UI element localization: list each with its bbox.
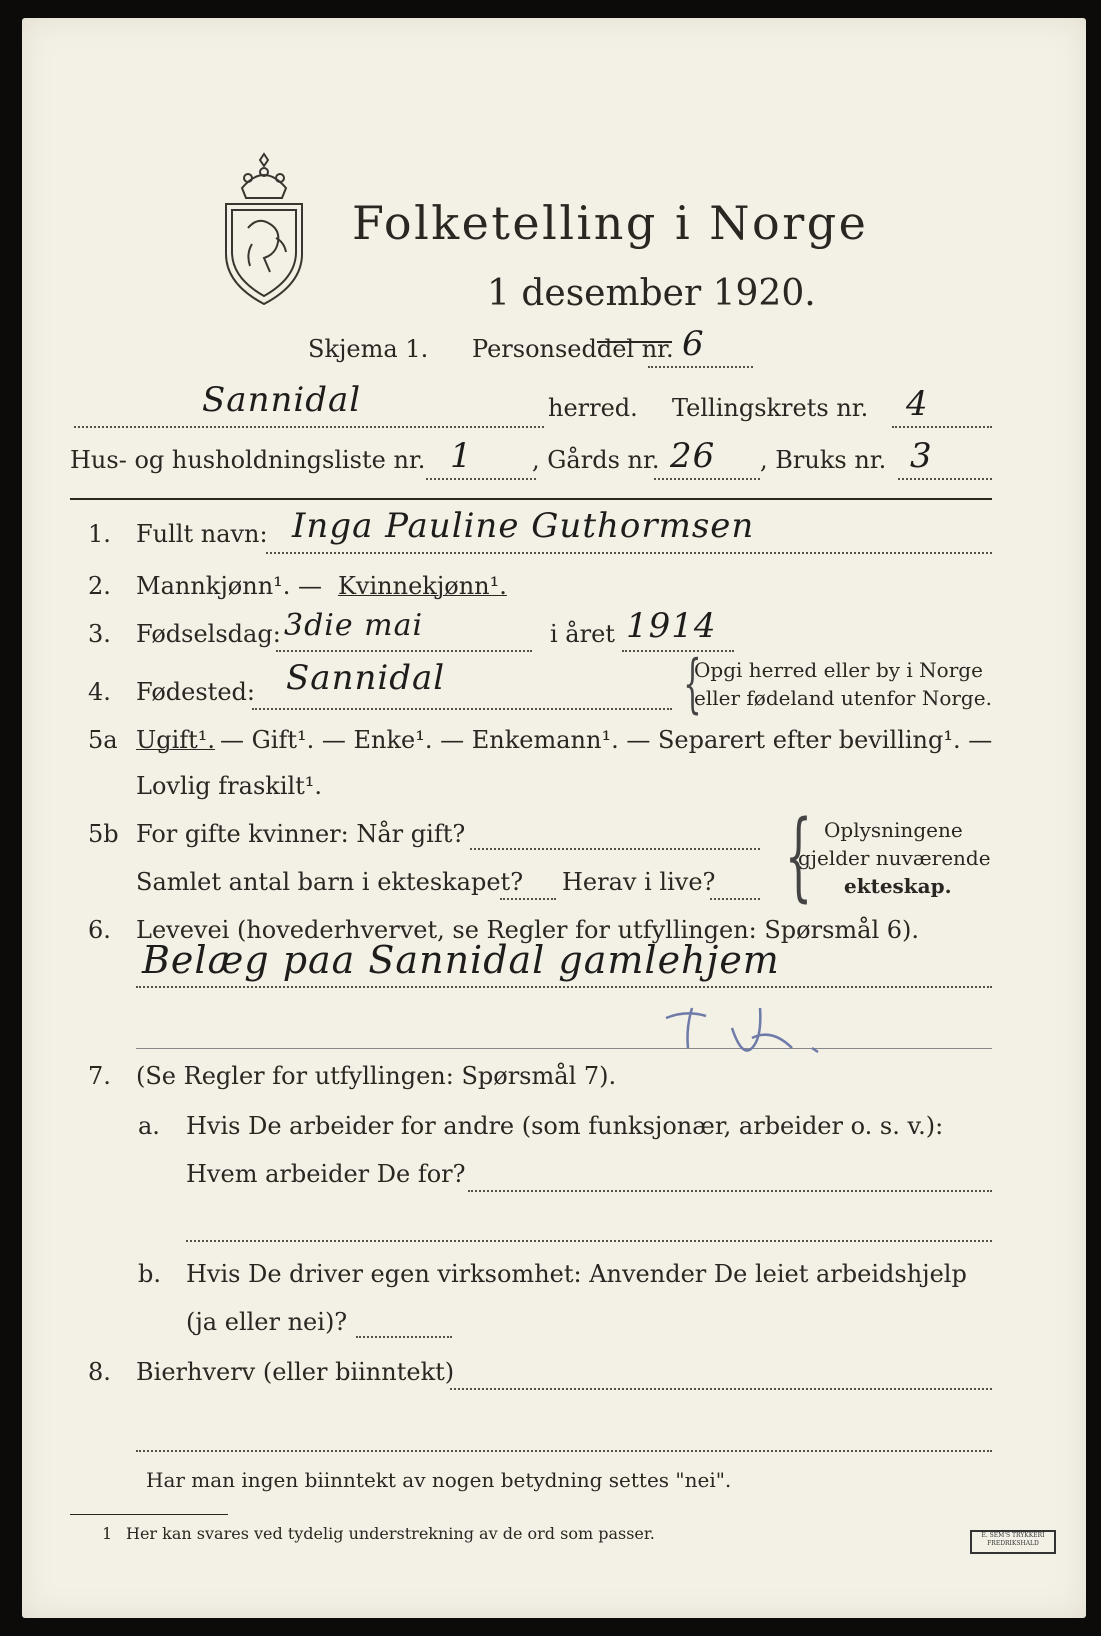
- children-alive-field-line: [710, 898, 760, 900]
- bruks-value: 3: [910, 436, 933, 476]
- personseddel-value: 6: [682, 324, 705, 364]
- form-title: Folketelling i Norge: [352, 196, 869, 250]
- occupation-field-line-2: [136, 1048, 992, 1049]
- q2-number: 2.: [88, 572, 111, 600]
- birth-year-value: 1914: [626, 606, 717, 646]
- q7a-number: a.: [138, 1112, 160, 1140]
- footnote-rule: [70, 1514, 228, 1515]
- q3-number: 3.: [88, 620, 111, 648]
- gards-label: , Gårds nr.: [532, 446, 660, 474]
- herred-label: herred.: [548, 394, 638, 422]
- q6-label: Levevei (hovederhvervet, se Regler for utfyllingen: Spørsmål 6).: [136, 916, 920, 944]
- marriage-note-line1: Oplysningene: [824, 818, 963, 842]
- footnote-text: Her kan svares ved tydelig understrekning av de ord som passer.: [126, 1524, 655, 1543]
- personseddel-field-line: [648, 366, 753, 368]
- q1-field-line: [266, 552, 992, 554]
- q1-number: 1.: [88, 520, 111, 548]
- bruks-field-line: [898, 478, 992, 480]
- q4-label: Fødested:: [136, 678, 255, 706]
- hired-help-field-line: [356, 1336, 452, 1338]
- printer-stamp-line2: FREDRIKSHALD: [987, 1540, 1039, 1547]
- q5a-number: 5a: [88, 726, 118, 754]
- birthplace-note-line1: Opgi herred eller by i Norge: [694, 658, 983, 682]
- q1-label: Fullt navn:: [136, 520, 268, 548]
- side-income-field-line-2: [136, 1450, 992, 1452]
- children-alive-label: Herav i live?: [562, 868, 716, 896]
- norway-coat-of-arms-icon: [218, 148, 310, 308]
- q8-number: 8.: [88, 1358, 111, 1386]
- census-date: 1 desember 1920.: [487, 273, 816, 314]
- birthday-value: 3die mai: [284, 608, 424, 643]
- children-total-field-line: [500, 898, 556, 900]
- tellingskrets-label: Tellingskrets nr.: [672, 394, 869, 422]
- gards-value: 26: [670, 436, 716, 476]
- gender-female-label: Kvinnekjønn¹.: [338, 572, 507, 600]
- q7-label: (Se Regler for utfyllingen: Spørsmål 7).: [136, 1062, 617, 1090]
- husliste-field-line: [426, 478, 536, 480]
- gender-male-label: Mannkjønn¹. —: [136, 572, 323, 600]
- year-label: i året: [550, 620, 615, 648]
- occupation-value: Belæg paa Sannidal gamlehjem: [142, 938, 780, 982]
- marital-options-label: — Gift¹. — Enke¹. — Enkemann¹. — Separert efter bevilling¹. —: [220, 726, 993, 754]
- bruks-label: , Bruks nr.: [760, 446, 887, 474]
- marital-fraskilt-label: Lovlig fraskilt¹.: [136, 772, 323, 800]
- marital-ugift-label: Ugift¹.: [136, 726, 216, 754]
- q7b-line2: (ja eller nei)?: [186, 1308, 348, 1336]
- footnote-marker: 1: [102, 1524, 113, 1543]
- married-when-field-line: [470, 848, 760, 850]
- marriage-note-line3: ekteskap.: [844, 874, 952, 898]
- employer-field-line: [468, 1190, 992, 1192]
- birthplace-field-line: [252, 708, 672, 710]
- q7b-line1: Hvis De driver egen virksomhet: Anvender De leiet arbeidshjelp: [186, 1260, 967, 1288]
- printer-stamp: [970, 1530, 1056, 1554]
- q7a-line2: Hvem arbeider De for?: [186, 1160, 466, 1188]
- husliste-value: 1: [450, 436, 473, 476]
- employer-field-line-2: [186, 1240, 992, 1242]
- tellingskrets-field-line: [892, 426, 992, 428]
- marriage-note-brace: {: [784, 800, 813, 912]
- husliste-label: Hus- og husholdningsliste nr.: [70, 446, 426, 474]
- q8-label: Bierhverv (eller biinntekt): [136, 1358, 455, 1386]
- gards-field-line: [654, 478, 760, 480]
- personseddel-label: Personseddel nr.: [472, 335, 674, 363]
- q7-number: 7.: [88, 1062, 111, 1090]
- q7b-number: b.: [138, 1260, 161, 1288]
- tellingskrets-value: 4: [906, 384, 929, 424]
- children-total-label: Samlet antal barn i ekteskapet?: [136, 868, 524, 896]
- side-income-field-line: [450, 1388, 992, 1390]
- side-income-note: Har man ingen biinntekt av nogen betydning settes "nei".: [146, 1468, 732, 1492]
- q3-label: Fødselsdag:: [136, 620, 281, 648]
- q5b-number: 5b: [88, 820, 119, 848]
- occupation-field-line: [136, 986, 992, 988]
- census-form: [22, 18, 1086, 1618]
- birthday-field-line: [276, 650, 532, 652]
- schema-label: Skjema 1.: [308, 335, 429, 363]
- herred-value: Sannidal: [202, 380, 362, 420]
- printer-stamp-line1: E. SEM'S TRYKKERI: [981, 1532, 1045, 1539]
- marriage-note-line2: gjelder nuværende: [798, 846, 991, 870]
- q4-number: 4.: [88, 678, 111, 706]
- header-separator: [70, 498, 992, 500]
- married-when-label: For gifte kvinner: Når gift?: [136, 820, 466, 848]
- birthplace-note-brace: {: [683, 647, 702, 721]
- full-name-value: Inga Pauline Guthormsen: [292, 506, 755, 546]
- year-field-line: [622, 650, 734, 652]
- examiner-mark-icon: [662, 998, 862, 1088]
- birthplace-value: Sannidal: [286, 658, 446, 698]
- birthplace-note-line2: eller fødeland utenfor Norge.: [694, 686, 992, 710]
- q6-number: 6.: [88, 916, 111, 944]
- q7a-line1: Hvis De arbeider for andre (som funksjonær, arbeider o. s. v.):: [186, 1112, 944, 1140]
- herred-field-line: [74, 426, 544, 428]
